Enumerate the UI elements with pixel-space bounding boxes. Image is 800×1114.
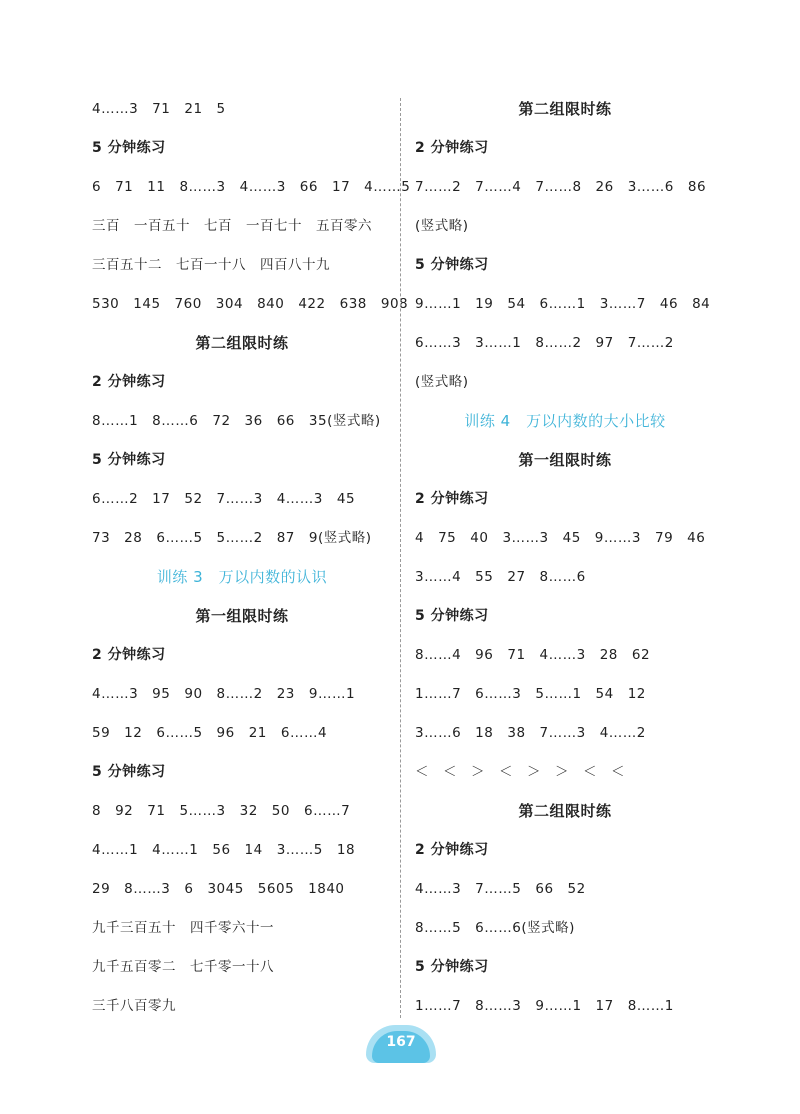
group-heading: 第二组限时练 — [518, 802, 612, 820]
answer-line: 1……7 6……3 5……1 54 12 — [415, 686, 646, 702]
answer-line: 九千五百零二 七千零一十八 — [92, 959, 274, 975]
exercise-heading: 2 分钟练习 — [415, 491, 489, 507]
answer-line: 三百五十二 七百一十八 四百八十九 — [92, 257, 330, 273]
exercise-heading: 2 分钟练习 — [92, 374, 166, 390]
answer-line: 4 75 40 3……3 45 9……3 79 46 — [415, 530, 706, 546]
section-title: 训练 3 万以内数的认识 — [156, 568, 328, 586]
exercise-heading: 5 分钟练习 — [92, 764, 166, 780]
exercise-heading: 5 分钟练习 — [415, 608, 489, 624]
answer-line: 59 12 6……5 96 21 6……4 — [92, 725, 328, 741]
answer-line: 6……3 3……1 8……2 97 7……2 — [415, 335, 674, 351]
exercise-heading: 5 分钟练习 — [415, 959, 489, 975]
page-number: 167 — [386, 1034, 416, 1050]
group-heading: 第二组限时练 — [195, 334, 289, 352]
group-heading: 第一组限时练 — [195, 607, 289, 625]
answer-line: 7……2 7……4 7……8 26 3……6 86 — [415, 179, 707, 195]
answer-line: (竖式略) — [415, 374, 469, 390]
answer-line: 3……4 55 27 8……6 — [415, 569, 586, 585]
answer-line: 530 145 760 304 840 422 638 908 — [92, 296, 409, 312]
answer-line: 8……1 8……6 72 36 66 35(竖式略) — [92, 413, 381, 429]
answer-line: 4……3 95 90 8……2 23 9……1 — [92, 686, 356, 702]
answer-line: 3……6 18 38 7……3 4……2 — [415, 725, 646, 741]
answer-line: 8 92 71 5……3 32 50 6……7 — [92, 803, 351, 819]
answer-line: 4……3 71 21 5 — [92, 101, 226, 117]
answer-line: 29 8……3 6 3045 5605 1840 — [92, 881, 345, 897]
exercise-heading: 5 分钟练习 — [92, 140, 166, 156]
group-heading: 第二组限时练 — [518, 100, 612, 118]
answer-line: 6 71 11 8……3 4……3 66 17 4……5 — [92, 179, 411, 195]
answer-line: ＜ ＜ ＞ ＜ ＞ ＞ ＜ ＜ — [415, 764, 625, 780]
answer-line: 1……7 8……3 9……1 17 8……1 — [415, 998, 674, 1014]
exercise-heading: 2 分钟练习 — [415, 842, 489, 858]
answer-line: 73 28 6……5 5……2 87 9(竖式略) — [92, 530, 372, 546]
answer-line: 8……4 96 71 4……3 28 62 — [415, 647, 651, 663]
exercise-heading: 2 分钟练习 — [92, 647, 166, 663]
answer-line: 6……2 17 52 7……3 4……3 45 — [92, 491, 356, 507]
answer-line: 三百 一百五十 七百 一百七十 五百零六 — [92, 218, 372, 234]
answer-line: (竖式略) — [415, 218, 469, 234]
right-answer-column — [415, 96, 715, 1032]
answer-line: 9……1 19 54 6……1 3……7 46 84 — [415, 296, 711, 312]
answer-line: 九千三百五十 四千零六十一 — [92, 920, 274, 936]
section-title: 训练 4 万以内数的大小比较 — [464, 412, 666, 430]
answer-line: 4……1 4……1 56 14 3……5 18 — [92, 842, 356, 858]
answer-line: 4……3 7……5 66 52 — [415, 881, 586, 897]
column-divider — [400, 98, 401, 1018]
left-answer-column — [92, 96, 411, 1032]
group-heading: 第一组限时练 — [518, 451, 612, 469]
answer-line: 8……5 6……6(竖式略) — [415, 920, 575, 936]
exercise-heading: 5 分钟练习 — [92, 452, 166, 468]
answer-line: 三千八百零九 — [92, 998, 176, 1014]
exercise-heading: 2 分钟练习 — [415, 140, 489, 156]
exercise-heading: 5 分钟练习 — [415, 257, 489, 273]
